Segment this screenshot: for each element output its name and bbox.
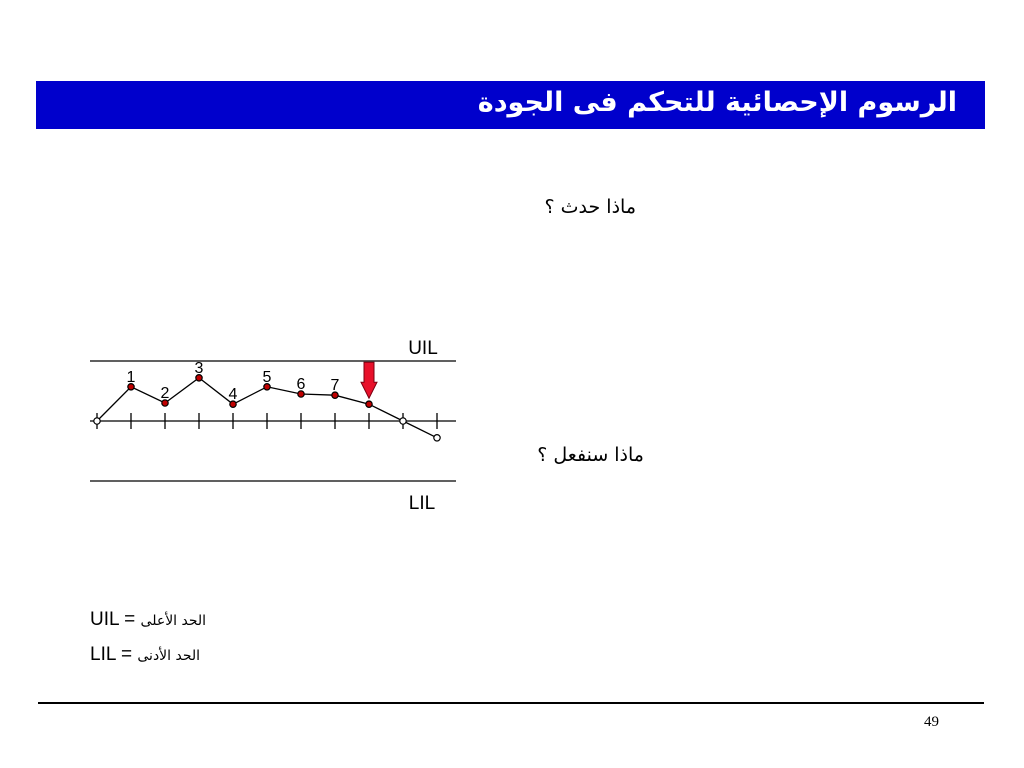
- point-label: 2: [160, 385, 170, 402]
- question-what-happened: ماذا حدث ؟: [544, 196, 636, 218]
- point-label: 7: [330, 377, 340, 395]
- data-point: [366, 401, 372, 407]
- data-point: [434, 435, 440, 441]
- page-number: 49: [924, 714, 939, 730]
- legend-uil-meaning: الحد الأعلى: [140, 613, 207, 629]
- data-point: [400, 418, 406, 424]
- point-label: 6: [296, 376, 306, 393]
- question-what-to-do: ماذا سنفعل ؟: [537, 444, 644, 466]
- slide-title: الرسوم الإحصائية للتحكم فى الجودة: [477, 87, 957, 118]
- point-label: 3: [194, 359, 204, 377]
- point-label: 4: [228, 386, 238, 404]
- point-label: 1: [126, 368, 136, 386]
- data-point: [94, 418, 100, 424]
- point-label: 5: [262, 368, 272, 386]
- legend-lil-meaning: الحد الأدنى: [137, 648, 201, 664]
- upper-limit-label: UIL: [408, 338, 438, 359]
- legend-uil-term: UIL =: [90, 609, 136, 630]
- alert-arrow-icon: [361, 362, 377, 398]
- lower-limit-label: LIL: [408, 493, 436, 514]
- footer-divider: [38, 702, 984, 704]
- legend-lil: [90, 644, 200, 666]
- legend-uil: [90, 609, 206, 631]
- legend-lil-term: LIL =: [90, 644, 133, 665]
